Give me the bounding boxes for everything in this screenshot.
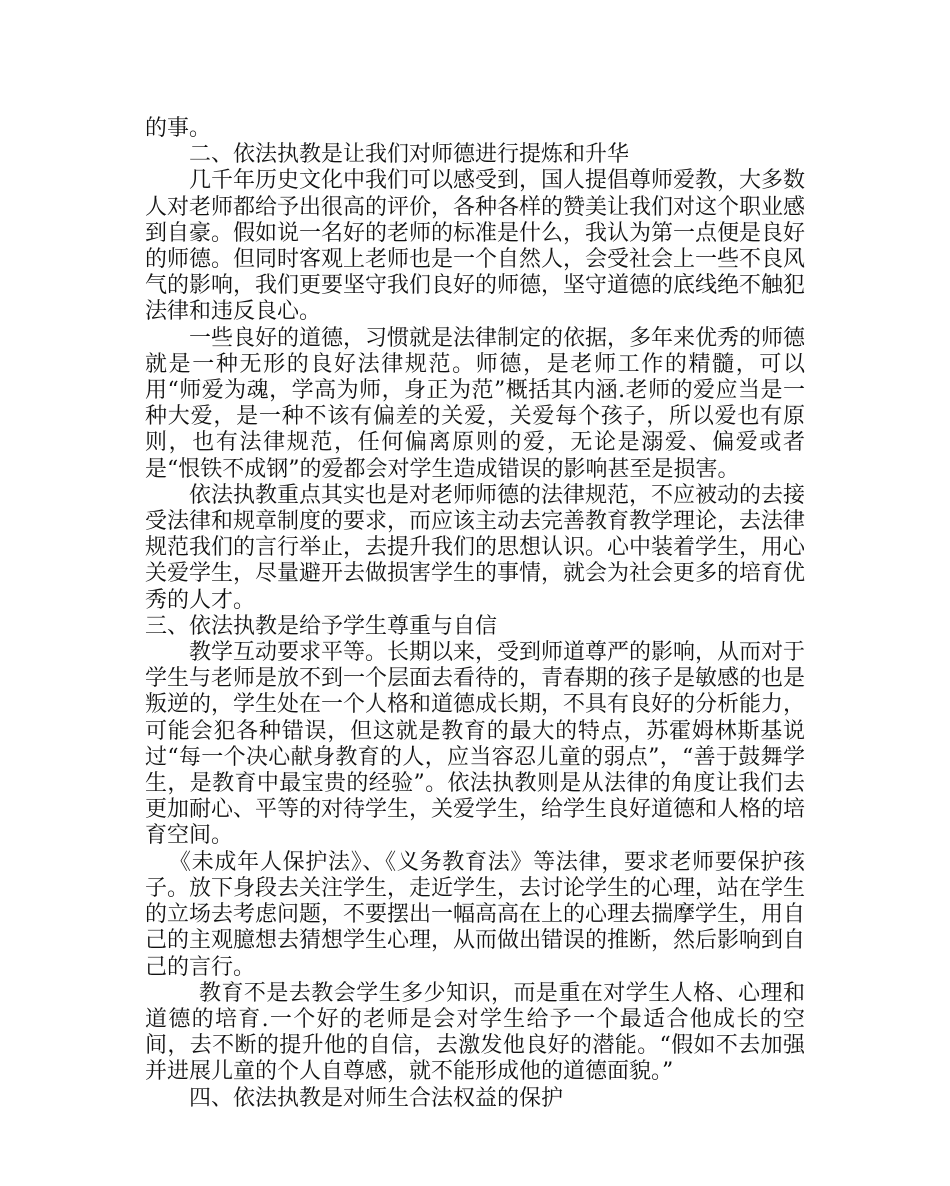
document-body	[145, 116, 805, 1112]
paragraph: 教育不是去教会学生多少知识，而是重在对学生人格、心理和道德的培育.一个好的老师是会对学生给予一个最适合他成长的空间，去不断的提升他的自信，去激发他良好的潜能。“假如不去加强并进展儿童的个人自尊感，就不能形成他的道德面貌。”	[145, 980, 805, 1085]
section-heading-4: 四、依法执教是对师生合法权益的保护	[189, 1085, 564, 1111]
section-heading-3: 三、依法执教是给予学生尊重与自信	[145, 613, 498, 639]
section-heading-2: 二、依法执教是让我们对师德进行提炼和升华	[189, 142, 630, 168]
paragraph: 依法执教重点其实也是对老师师德的法律规范，不应被动的去接受法律和规章制度的要求，而应该主动去完善教育教学理论，去法律规范我们的言行举止，去提升我们的思想认识。心中装着学生，用心关爱学生，尽量避开去做损害学生的事情，就会为社会更多的培育优秀的人才。	[145, 482, 806, 613]
paragraph-continuation: 的事。	[145, 116, 212, 141]
paragraph: 《未成年人保护法》、《义务教育法》等法律，要求老师要保护孩子。放下身段去关注学生，走近学生，去讨论学生的心理，站在学生的立场去考虑问题，不要摆出一幅高高在上的心理去揣摩学生，用自己的主观臆想去猜想学生心理，从而做出错误的推断，然后影响到自己的言行。	[145, 849, 806, 980]
paragraph: 一些良好的道德，习惯就是法律制定的依据，多年来优秀的师德就是一种无形的良好法律规范。师德，是老师工作的精髓，可以用“师爱为魂，学高为师，身正为范”概括其内涵.老师的爱应当是一种大爱，是一种不该有偏差的关爱，关爱每个孩子，所以爱也有原则，也有法律规范，任何偏离原则的爱，无论是溺爱、偏爱或者是“恨铁不成钢”的爱都会对学生造成错误的影响甚至是损害。	[145, 325, 806, 482]
paragraph: 几千年历史文化中我们可以感受到，国人提倡尊师爱教，大多数人对老师都给予出很高的评价，各种各样的赞美让我们对这个职业感到自豪。假如说一名好的老师的标准是什么，我认为第一点便是良好的师德。但同时客观上老师也是一个自然人，会受社会上一些不良风气的影响，我们更要坚守我们良好的师德，坚守道德的底线绝不触犯法律和违反良心。	[145, 168, 806, 325]
paragraph: 教学互动要求平等。长期以来，受到师道尊严的影响，从而对于学生与老师是放不到一个层面去看待的，青春期的孩子是敏感的也是叛逆的，学生处在一个人格和道德成长期，不具有良好的分析能力，可能会犯各种错误，但这就是教育的最大的特点，苏霍姆林斯基说过“每一个决心献身教育的人，应当容忍儿童的弱点”，“善于鼓舞学生，是教育中最宝贵的经验”。依法执教则是从法律的角度让我们去更加耐心、平等的对待学生，关爱学生，给学生良好道德和人格的培育空间。	[145, 640, 806, 849]
